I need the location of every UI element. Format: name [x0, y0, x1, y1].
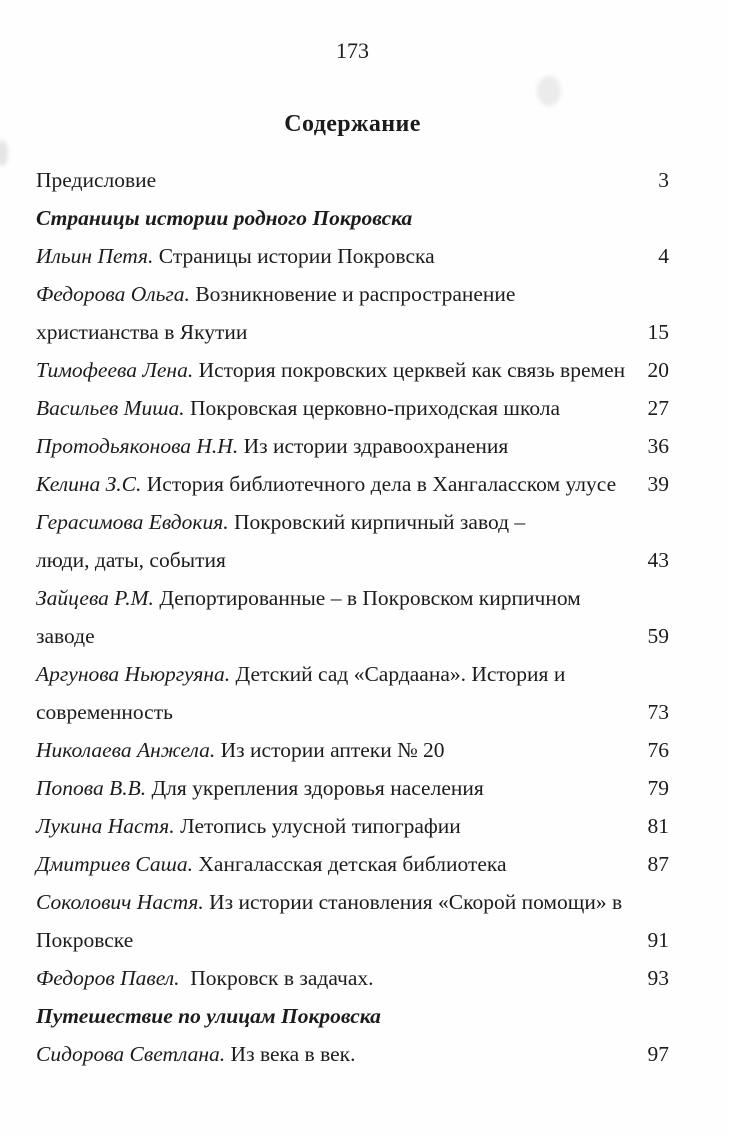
toc-entry-text — [36, 845, 507, 883]
toc-section-header — [36, 199, 669, 237]
toc-line — [36, 883, 669, 921]
toc-section-title: Страницы истории родного Покровска — [36, 206, 413, 230]
toc-page-number: 15 — [647, 320, 669, 344]
toc-entry-title: Для укрепления здоровья населения — [146, 776, 484, 800]
toc-author-name: Попова В.В. — [36, 776, 147, 800]
toc-entry-title: Из века в век. — [225, 1042, 356, 1066]
toc-line — [36, 655, 669, 693]
toc-author-name: Ильин Петя. — [36, 244, 154, 268]
toc-line — [36, 693, 669, 731]
toc-line — [36, 389, 669, 427]
toc-line — [36, 579, 669, 617]
toc-entry-text — [36, 693, 173, 731]
toc-page-number: 59 — [647, 624, 669, 648]
toc-page-number: 27 — [647, 396, 669, 420]
toc-entry-title: История покровских церквей как связь времен — [193, 358, 626, 382]
toc-line — [36, 541, 669, 579]
toc-line — [36, 959, 669, 997]
toc-entry-text — [36, 579, 581, 617]
toc-page-number: 20 — [647, 358, 669, 382]
toc-entry-text — [36, 807, 461, 845]
toc-line — [36, 921, 669, 959]
toc-list — [0, 161, 729, 1073]
toc-entry-text — [36, 617, 95, 655]
toc-author-name: Аргунова Ньюргуяна. — [36, 662, 231, 686]
toc-author-name: Соколович Настя. — [36, 890, 204, 914]
toc-author-name: Сидорова Светлана. — [36, 1042, 226, 1066]
toc-page-number: 39 — [647, 472, 669, 496]
toc-entry-text — [36, 769, 484, 807]
toc-entry-title: Страницы истории Покровска — [153, 244, 435, 268]
toc-author-name: Протодьяконова Н.Н. — [36, 434, 239, 458]
toc-entry-title: Детский сад «Сардаана». История и — [230, 662, 566, 686]
toc-entry-title: Из истории становления «Скорой помощи» в — [203, 890, 623, 914]
toc-page-number: 3 — [658, 168, 669, 192]
toc-entry-title: Летопись улусной типографии — [174, 814, 461, 838]
toc-line — [36, 503, 669, 541]
toc-entry-text — [36, 1035, 355, 1073]
toc-page-number: 4 — [658, 244, 669, 268]
toc-author-name: Дмитриев Саша. — [36, 852, 194, 876]
toc-entry-title: Покровская церковно-приходская школа — [184, 396, 561, 420]
toc-entry-text — [36, 275, 515, 313]
toc-line — [36, 845, 669, 883]
toc-entry-title: Из истории здравоохранения — [238, 434, 509, 458]
toc-author-name: Николаева Анжела. — [36, 738, 216, 762]
toc-entry-text — [36, 655, 565, 693]
toc-entry-text — [36, 237, 435, 275]
toc-entry-text — [36, 351, 625, 389]
toc-entry-title: Покровск в задачах. — [179, 966, 374, 990]
page-folio: 173 — [336, 38, 369, 63]
toc-author-name: Федоров Павел. — [36, 966, 180, 990]
toc-entry-text — [36, 161, 156, 199]
toc-entry-text — [36, 959, 374, 997]
toc-page-number: 76 — [647, 738, 669, 762]
toc-line — [36, 1035, 669, 1073]
toc-author-name: Лукина Настя. — [36, 814, 175, 838]
toc-entry-title: современность — [36, 700, 173, 724]
toc-author-name: Федорова Ольга. — [36, 282, 190, 306]
toc-page-number: 43 — [647, 548, 669, 572]
toc-line — [36, 731, 669, 769]
toc-entry-title: Покровске — [36, 928, 134, 952]
toc-entry-text — [36, 921, 133, 959]
toc-author-name: Тимофеева Лена. — [36, 358, 194, 382]
toc-line — [36, 161, 669, 199]
toc-entry-title: Депортированные – в Покровском кирпичном — [153, 586, 581, 610]
toc-entry-title: заводе — [36, 624, 95, 648]
toc-author-name: Зайцева Р.М. — [36, 586, 154, 610]
toc-entry-title: люди, даты, события — [36, 548, 226, 572]
toc-entry-text — [36, 997, 381, 1035]
toc-page-number: 36 — [647, 434, 669, 458]
toc-line — [36, 275, 669, 313]
toc-line — [36, 427, 669, 465]
toc-page-number: 81 — [647, 814, 669, 838]
toc-page-number: 97 — [647, 1042, 669, 1066]
toc-page-number: 91 — [647, 928, 669, 952]
toc-entry-text — [36, 503, 525, 541]
toc-entry-title: Из истории аптеки № 20 — [215, 738, 445, 762]
toc-entry-text — [36, 199, 412, 237]
toc-entry-title: История библиотечного дела в Хангаласском улусе — [141, 472, 617, 496]
toc-page-number: 73 — [647, 700, 669, 724]
toc-entry-text — [36, 731, 445, 769]
toc-author-name: Келина З.С. — [36, 472, 142, 496]
toc-entry-text — [36, 389, 560, 427]
toc-author-name: Васильев Миша. — [36, 396, 185, 420]
toc-entry-text — [36, 883, 622, 921]
toc-entry-title: Предисловие — [36, 168, 157, 192]
toc-line — [36, 351, 669, 389]
toc-entry-title: Возникновение и распространение — [189, 282, 516, 306]
toc-line — [36, 617, 669, 655]
toc-section-header — [36, 997, 669, 1035]
toc-entry-text — [36, 541, 226, 579]
toc-line — [36, 769, 669, 807]
page-header — [0, 0, 729, 138]
toc-line — [36, 807, 669, 845]
toc-entry-text — [36, 427, 508, 465]
toc-page-number: 79 — [647, 776, 669, 800]
toc-entry-title: христианства в Якутии — [36, 320, 248, 344]
toc-page-number: 87 — [647, 852, 669, 876]
toc-entry-title: Хангаласская детская библиотека — [193, 852, 507, 876]
toc-entry-text — [36, 465, 616, 503]
toc-line — [36, 465, 669, 503]
toc-line — [36, 237, 669, 275]
toc-entry-title: Покровский кирпичный завод – — [228, 510, 526, 534]
toc-entry-text — [36, 313, 247, 351]
toc-section-title: Путешествие по улицам Покровска — [36, 1004, 381, 1028]
toc-page-number: 93 — [647, 966, 669, 990]
page-title: Содержание — [284, 111, 421, 137]
toc-author-name: Герасимова Евдокия. — [36, 510, 229, 534]
toc-line — [36, 313, 669, 351]
